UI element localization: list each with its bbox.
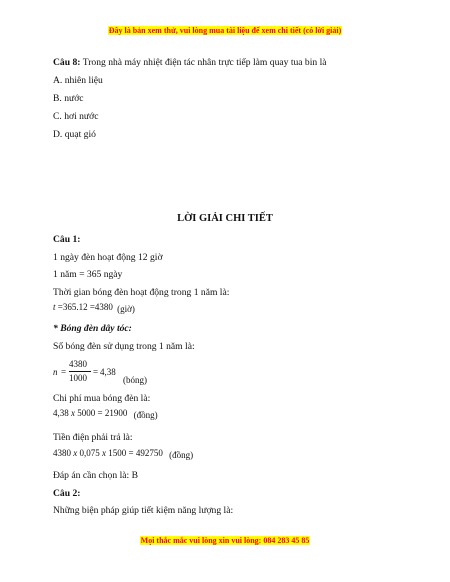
- cost-times: x: [71, 408, 75, 418]
- footer-banner: [0, 536, 450, 545]
- time-formula: [53, 302, 135, 312]
- incandescent-subheading: * Bóng đèn dây tóc:: [53, 323, 132, 334]
- bulb-cost-formula: [53, 408, 158, 418]
- q1-line-2: 1 năm = 365 ngày: [53, 269, 123, 280]
- count-unit: (bóng): [123, 375, 147, 385]
- q1-line-3: Thời gian bóng đèn hoạt động trong 1 năm là:: [53, 287, 230, 298]
- q1-label: Câu 1:: [53, 234, 81, 245]
- time-unit: (giờ): [117, 304, 135, 314]
- option-a: A. nhiên liệu: [53, 75, 103, 86]
- cost-b: 5000 = 21900: [77, 408, 128, 418]
- time-variable: t: [53, 302, 56, 312]
- question-8: [53, 57, 327, 68]
- count-variable: n: [53, 367, 58, 377]
- footer-banner-text: Mọi thắc mắc vui lòng xin vui lòng: 084 283 45 85: [140, 536, 310, 545]
- bulb-count-formula: [53, 359, 173, 387]
- elec-c: 1500 = 492750: [108, 448, 163, 458]
- solution-title: LỜI GIẢI CHI TIẾT: [177, 213, 273, 224]
- question-8-text: Trong nhà máy nhiệt điện tác nhân trực tiếp làm quay tua bin là: [82, 57, 327, 68]
- elec-b: 0,075: [79, 448, 100, 458]
- q1-answer: Đáp án cần chọn là: B: [53, 470, 138, 481]
- fraction-bar: [69, 371, 91, 372]
- elec-times-1: x: [73, 448, 78, 458]
- option-c: C. hơi nước: [53, 111, 99, 122]
- q1-line-5: Chi phí mua bóng đèn là:: [53, 393, 151, 404]
- q2-label: Câu 2:: [53, 488, 81, 499]
- q2-line-1: Những biện pháp giúp tiết kiệm năng lượng là:: [53, 505, 234, 516]
- option-b: B. nước: [53, 93, 84, 104]
- q1-line-1: 1 ngày đèn hoạt động 12 giờ: [53, 252, 163, 263]
- fraction-denominator: 1000: [69, 373, 87, 383]
- count-equals-2: =: [93, 367, 99, 377]
- cost-unit: (đồng): [133, 410, 158, 420]
- count-result: 4,38: [100, 367, 116, 377]
- header-banner: [0, 26, 450, 35]
- q1-line-6: Tiền điện phải trả là:: [53, 432, 133, 443]
- electricity-cost-formula: [53, 448, 193, 458]
- elec-times-2: x: [102, 448, 106, 458]
- header-banner-text: Đây là bản xem thử, vui lòng mua tài liệu để xem chi tiết (có lời giải): [108, 26, 342, 35]
- time-expression: =365.12 =4380: [57, 302, 113, 312]
- count-equals: =: [61, 367, 67, 377]
- elec-unit: (đồng): [169, 450, 194, 460]
- q1-line-4: Số bóng đèn sử dụng trong 1 năm là:: [53, 341, 195, 352]
- question-8-label: Câu 8:: [53, 57, 81, 68]
- fraction-numerator: 4380: [69, 359, 87, 369]
- option-d: D. quạt gió: [53, 129, 96, 140]
- elec-a: 4380: [53, 448, 71, 458]
- cost-a: 4,38: [53, 408, 69, 418]
